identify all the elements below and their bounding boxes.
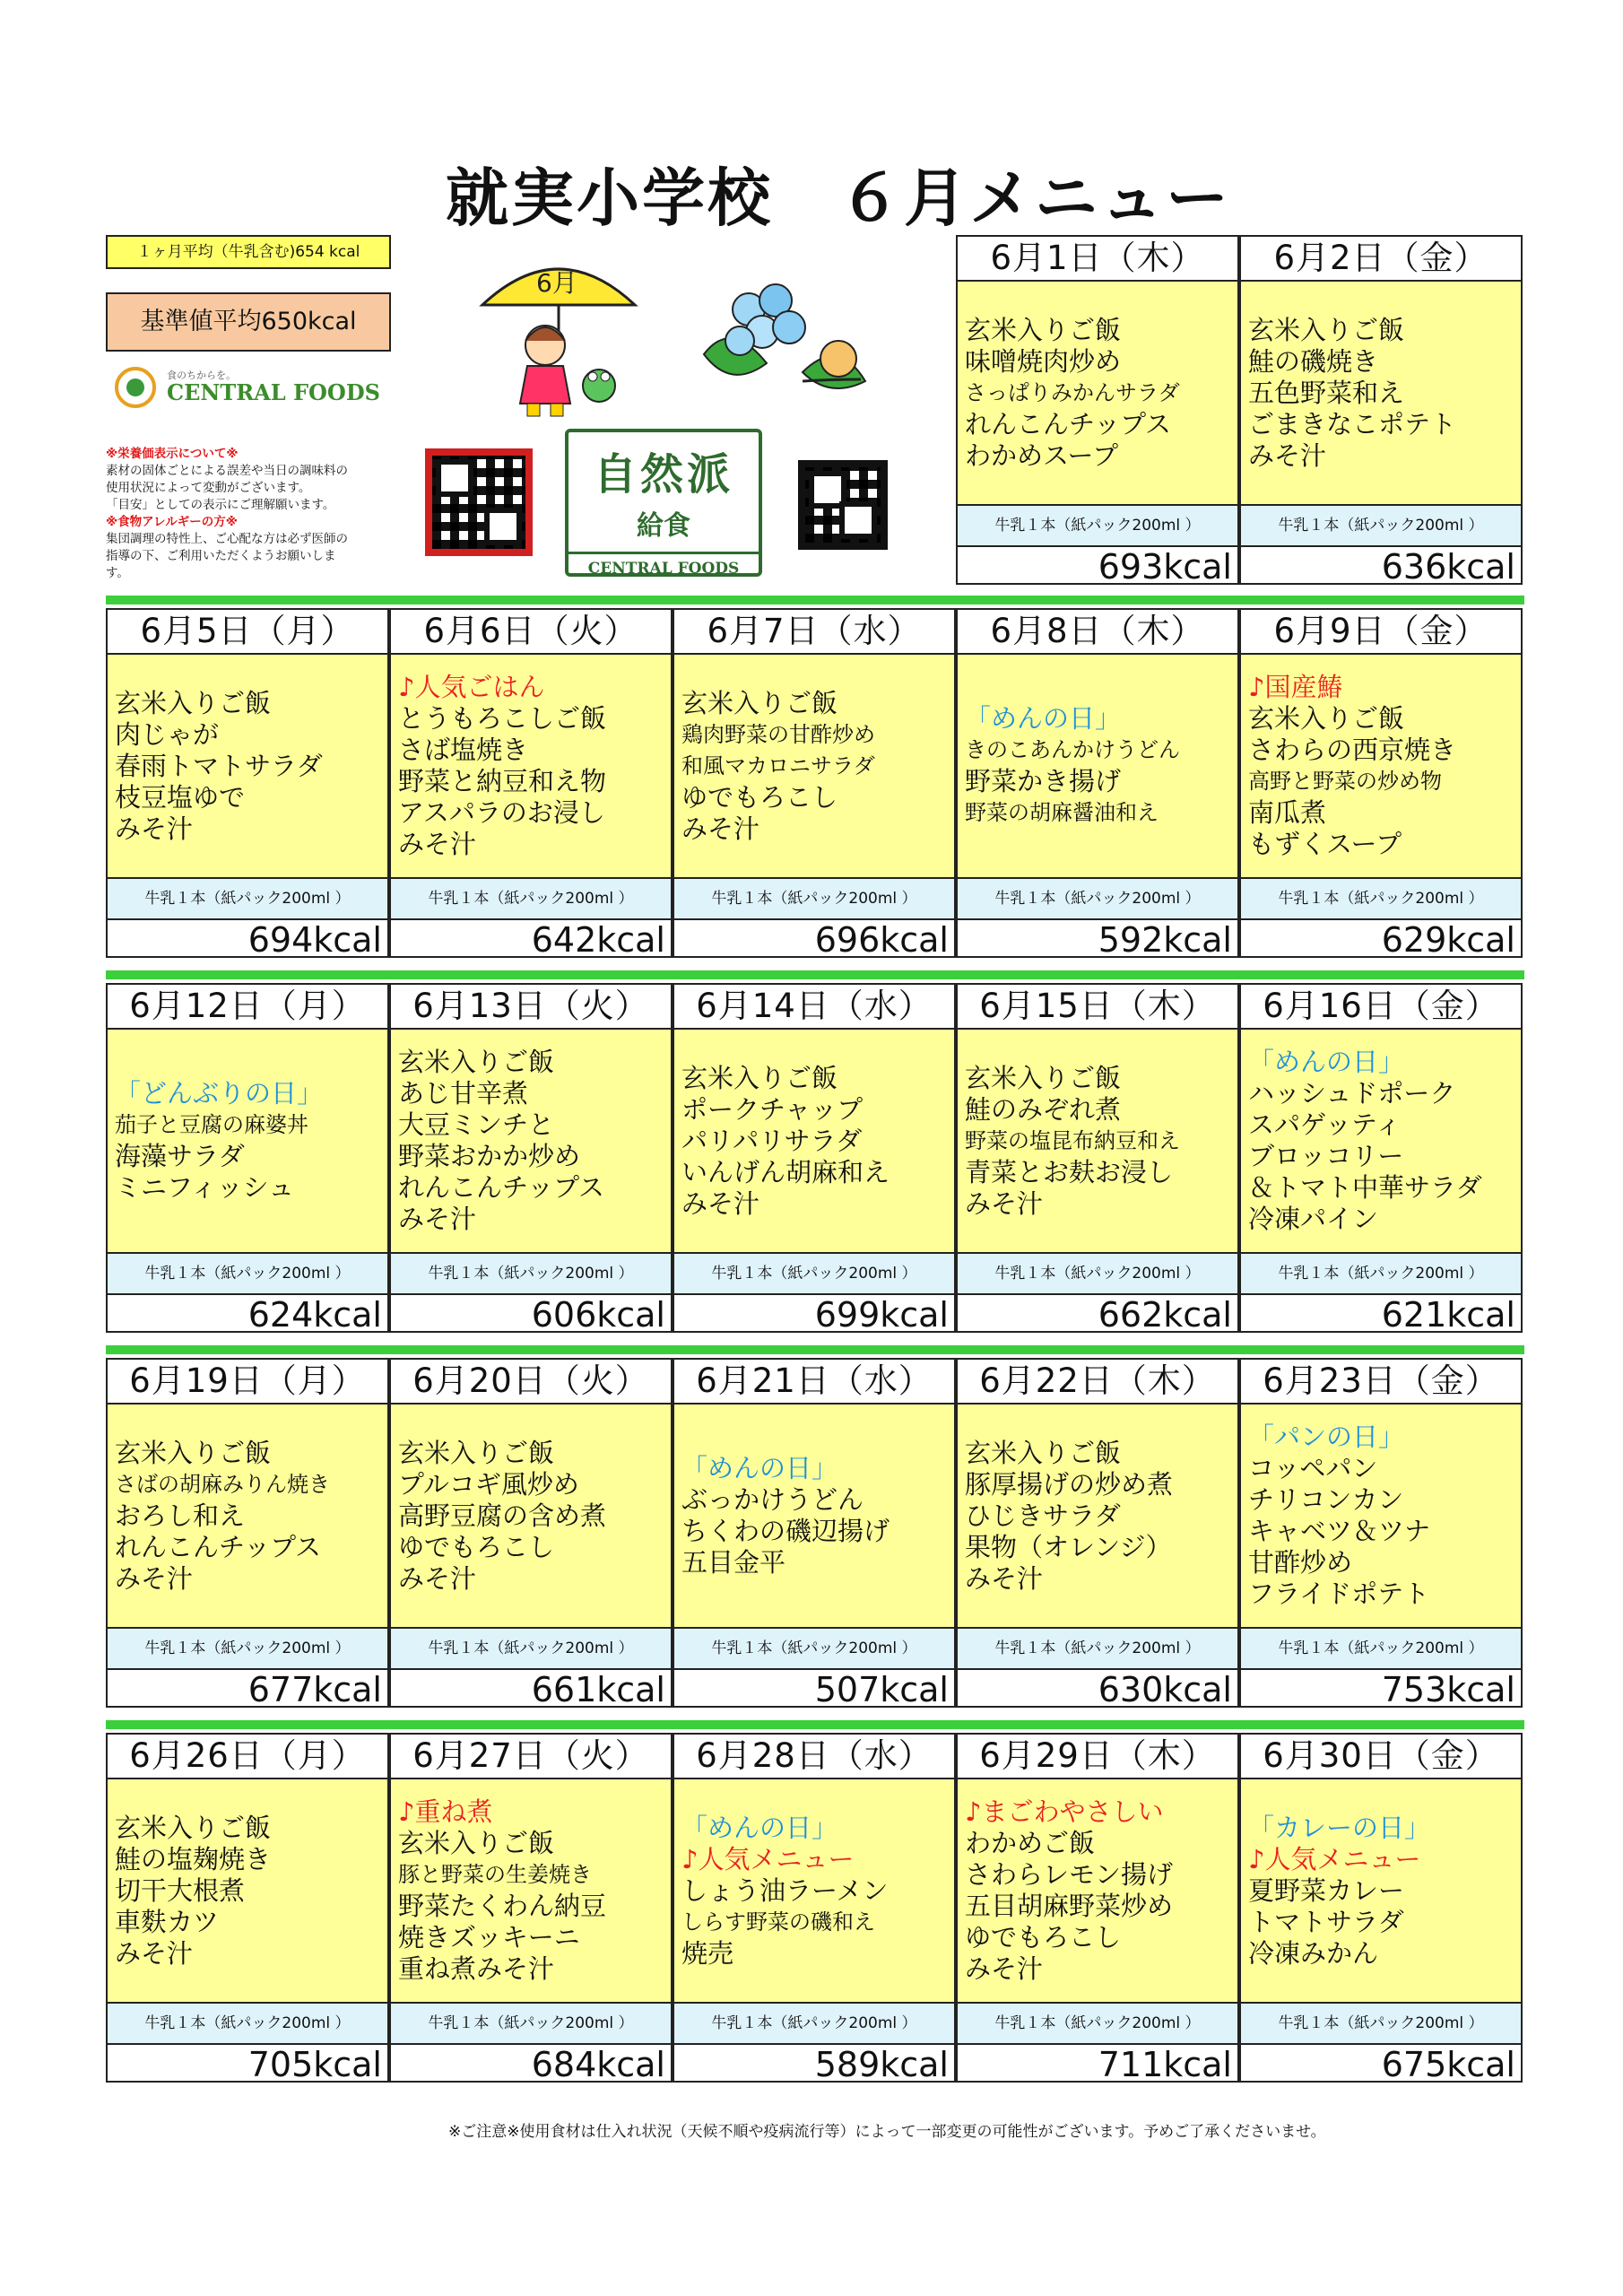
menu-item: ゆでもろこし: [965, 1922, 1122, 1952]
day-cell: [389, 983, 673, 1333]
day-menu: [1241, 1030, 1521, 1254]
menu-item: 海藻サラダ: [115, 1141, 245, 1171]
menu-item: 「どんぶりの日」: [115, 1078, 324, 1109]
day-date: 6月9日（金）: [1241, 610, 1521, 655]
milk-note: 牛乳１本（紙パック200ml ）: [674, 1629, 954, 1670]
menu-item: みそ汁: [115, 1562, 194, 1594]
menu-item: 「カレーの日」: [1248, 1812, 1431, 1843]
milk-note: 牛乳１本（紙パック200ml ）: [108, 1254, 387, 1295]
day-cell: [673, 983, 956, 1333]
menu-item: ♪人気メニュー: [1248, 1843, 1421, 1874]
milk-note: 牛乳１本（紙パック200ml ）: [108, 1629, 387, 1670]
shizen-logo-title: 自然派: [593, 449, 733, 500]
day-cell: [956, 1358, 1239, 1708]
menu-item: ハッシュドポーク: [1248, 1078, 1456, 1109]
day-menu: [1241, 1405, 1521, 1629]
day-cell: [1239, 1358, 1523, 1708]
day-menu: [1241, 1779, 1521, 2004]
day-menu: [391, 1405, 671, 1629]
menu-item: 鮭の磯焼き: [1248, 345, 1379, 377]
milk-note: 牛乳１本（紙パック200ml ）: [391, 1629, 671, 1670]
day-date: 6月19日（月）: [108, 1360, 387, 1405]
menu-item: 野菜と納豆和え物: [398, 766, 607, 796]
day-cell: [1239, 608, 1523, 958]
menu-item: 「めんの日」: [1248, 1047, 1405, 1077]
day-menu: [958, 1779, 1237, 2004]
notes-line: 「目安」としての表示にご理解願います。: [106, 498, 335, 512]
menu-item: ＆トマト中華サラダ: [1248, 1172, 1482, 1203]
menu-item: ミニフィッシュ: [115, 1172, 295, 1203]
menu-item: 豚厚揚げの炒め煮: [965, 1468, 1174, 1500]
day-cell: [673, 1358, 956, 1708]
central-foods-badge-icon: [115, 367, 156, 408]
menu-item: 「めんの日」: [681, 1812, 838, 1843]
milk-note: 牛乳１本（紙パック200ml ）: [108, 2004, 387, 2045]
day-cell: [956, 983, 1239, 1333]
day-kcal: 507kcal: [814, 1670, 949, 1709]
menu-item: アスパラのお浸し: [398, 797, 605, 828]
menu-item: 車麩カツ: [115, 1906, 220, 1937]
menu-item: ♪重ね煮: [398, 1796, 493, 1827]
menu-item: みそ汁: [681, 1187, 760, 1219]
milk-note: 牛乳１本（紙パック200ml ）: [1241, 2004, 1521, 2045]
day-date: 6月30日（金）: [1241, 1735, 1521, 1779]
day-menu: [1241, 282, 1521, 506]
menu-item: プルコギ風炒め: [398, 1468, 579, 1500]
menu-item: みそ汁: [965, 1187, 1044, 1219]
umbrella-label: 6月: [536, 268, 577, 298]
day-kcal: 636kcal: [1381, 547, 1515, 587]
umbrella-girl-illustration: [473, 242, 644, 422]
menu-item: 玄米入りご飯: [965, 1437, 1122, 1468]
week-separator-bar: [106, 1720, 1524, 1729]
menu-item: みそ汁: [398, 1562, 477, 1594]
day-date: 6月16日（金）: [1241, 985, 1521, 1030]
menu-item: 鮭のみぞれ煮: [965, 1093, 1122, 1125]
day-date: 6月14日（水）: [674, 985, 954, 1030]
menu-item: 味噌焼肉炒め: [965, 345, 1122, 377]
milk-note: 牛乳１本（紙パック200ml ）: [958, 1254, 1237, 1295]
menu-item: ゆでもろこし: [398, 1531, 555, 1562]
milk-note: 牛乳１本（紙パック200ml ）: [1241, 1629, 1521, 1670]
menu-item: 春雨トマトサラダ: [115, 750, 323, 781]
day-cell: [389, 1733, 673, 2083]
menu-item: 五目金平: [681, 1547, 786, 1578]
milk-note: 牛乳１本（紙パック200ml ）: [958, 506, 1237, 547]
menu-item: ひじきサラダ: [965, 1500, 1121, 1531]
milk-note: 牛乳１本（紙パック200ml ）: [391, 879, 671, 920]
menu-item: 和風マカロニサラダ: [681, 752, 875, 778]
menu-item: ぶっかけうどん: [681, 1484, 864, 1515]
menu-item: 玄米入りご飯: [1248, 703, 1405, 734]
day-menu: [958, 1030, 1237, 1254]
menu-item: 玄米入りご飯: [681, 687, 838, 718]
menu-item: パリパリサラダ: [681, 1125, 863, 1156]
hydrangea-snail-illustration: [695, 265, 874, 408]
menu-item: 高野と野菜の炒め物: [1248, 769, 1442, 794]
day-menu: [674, 1405, 954, 1629]
day-date: 6月20日（火）: [391, 1360, 671, 1405]
day-date: 6月13日（火）: [391, 985, 671, 1030]
menu-item: キャベツ＆ツナ: [1248, 1516, 1431, 1546]
menu-item: 玄米入りご飯: [115, 1812, 272, 1843]
day-kcal: 711kcal: [1098, 2045, 1232, 2084]
day-cell: [673, 608, 956, 958]
menu-item: コッペパン: [1248, 1453, 1378, 1483]
menu-item: 五色野菜和え: [1248, 377, 1405, 408]
menu-item: 焼きズッキーニ: [398, 1922, 580, 1952]
day-date: 6月23日（金）: [1241, 1360, 1521, 1405]
day-menu: [108, 655, 387, 879]
menu-item: 冷凍みかん: [1248, 1937, 1379, 1969]
menu-item: ♪人気メニュー: [681, 1843, 855, 1874]
menu-item: 玄米入りご飯: [398, 1047, 555, 1077]
day-menu: [391, 1030, 671, 1254]
day-kcal: 705kcal: [247, 2045, 382, 2084]
menu-item: 玄米入りご飯: [1248, 314, 1405, 345]
menu-item: 青菜とお麸お浸し: [965, 1156, 1174, 1187]
shizen-logo-brand: CENTRAL FOODS: [568, 552, 759, 578]
menu-item: れんこんチップス: [965, 408, 1171, 439]
day-cell: [389, 1358, 673, 1708]
menu-item: みそ汁: [1248, 439, 1327, 471]
menu-item: トマトサラダ: [1248, 1906, 1404, 1937]
day-kcal: 662kcal: [1098, 1295, 1232, 1335]
day-cell: [673, 1733, 956, 2083]
day-kcal: 684kcal: [531, 2045, 665, 2084]
day-date: 6月6日（火）: [391, 610, 671, 655]
menu-item: ブロッコリー: [1248, 1141, 1404, 1171]
menu-item: 肉じゃが: [115, 718, 220, 750]
menu-item: いんげん胡麻和え: [681, 1156, 890, 1187]
menu-item: 甘酢炒め: [1248, 1547, 1353, 1578]
day-cell: [1239, 235, 1523, 585]
nutrition-notes: [106, 446, 393, 582]
menu-item: フライドポテト: [1248, 1578, 1430, 1609]
day-menu: [958, 1405, 1237, 1629]
day-cell: [106, 983, 389, 1333]
notes-line: 使用状況によって変動がございます。: [106, 481, 311, 495]
day-menu: [391, 1779, 671, 2004]
menu-item: みそ汁: [965, 1953, 1044, 1984]
milk-note: 牛乳１本（紙パック200ml ）: [1241, 1254, 1521, 1295]
day-date: 6月26日（月）: [108, 1735, 387, 1779]
menu-item: みそ汁: [398, 1204, 477, 1234]
notes-line: 指導の下、ご利用いただくようお願いしま: [106, 549, 336, 563]
menu-item: 野菜たくわん納豆: [398, 1891, 607, 1921]
day-date: 6月2日（金）: [1241, 237, 1521, 282]
notes-heading-allergy: ※食物アレルギーの方※: [106, 515, 238, 529]
day-menu: [674, 1779, 954, 2004]
day-date: 6月28日（水）: [674, 1735, 954, 1779]
logo-tagline: 食のちからを。: [167, 369, 236, 381]
day-menu: [108, 1030, 387, 1254]
menu-item: ポークチャップ: [681, 1093, 864, 1125]
menu-item: 果物（オレンジ）: [965, 1531, 1172, 1562]
menu-item: 玄米入りご飯: [398, 1828, 555, 1858]
qr-code-right[interactable]: [798, 460, 888, 550]
menu-item: きのこあんかけうどん: [965, 737, 1180, 762]
day-cell: [956, 608, 1239, 958]
day-kcal: 629kcal: [1381, 920, 1515, 960]
milk-note: 牛乳１本（紙パック200ml ）: [674, 879, 954, 920]
milk-note: 牛乳１本（紙パック200ml ）: [674, 2004, 954, 2045]
menu-item: みそ汁: [681, 813, 760, 844]
day-cell: [389, 608, 673, 958]
standard-value-box: 基準値平均650kcal: [106, 292, 391, 352]
menu-item: 切干大根煮: [115, 1874, 246, 1906]
day-kcal: 696kcal: [814, 920, 949, 960]
menu-item: 野菜の塩昆布納豆和え: [965, 1127, 1180, 1153]
menu-item: 豚と野菜の生姜焼き: [398, 1862, 592, 1887]
menu-item: 野菜かき揚げ: [965, 766, 1122, 796]
menu-item: さわらレモン揚げ: [965, 1859, 1174, 1890]
day-menu: [958, 655, 1237, 879]
menu-item: 鶏肉野菜の甘酢炒め: [681, 721, 875, 747]
day-date: 6月15日（木）: [958, 985, 1237, 1030]
day-date: 6月29日（木）: [958, 1735, 1237, 1779]
menu-item: 野菜の胡麻醤油和え: [965, 800, 1159, 825]
milk-note: 牛乳１本（紙パック200ml ）: [108, 879, 387, 920]
menu-item: 「めんの日」: [965, 703, 1122, 734]
day-kcal: 624kcal: [247, 1295, 382, 1335]
menu-item: スパゲッティ: [1248, 1109, 1402, 1140]
day-cell: [1239, 983, 1523, 1333]
menu-item: 鮭の塩麹焼き: [115, 1843, 272, 1874]
menu-item: チリコンカン: [1248, 1484, 1404, 1515]
footer-note: ※ご注意※使用食材は仕入れ状況（天候不順や疫病流行等）によって一部変更の可能性がございます。予めご了承くださいませ。: [448, 2123, 1326, 2141]
menu-item: 玄米入りご飯: [965, 1062, 1122, 1093]
week-separator-bar: [106, 1345, 1524, 1354]
day-kcal: 621kcal: [1381, 1295, 1515, 1335]
menu-item: わかめスープ: [965, 439, 1119, 471]
milk-note: 牛乳１本（紙パック200ml ）: [958, 2004, 1237, 2045]
menu-item: 夏野菜カレー: [1248, 1874, 1405, 1906]
day-kcal: 675kcal: [1381, 2045, 1515, 2084]
menu-item: れんこんチップス: [115, 1531, 321, 1562]
menu-item: 玄米入りご飯: [965, 314, 1122, 345]
menu-item: しょう油ラーメン: [681, 1874, 889, 1906]
day-menu: [108, 1405, 387, 1629]
menu-item: 茄子と豆腐の麻婆丼: [115, 1112, 308, 1137]
menu-item: 「めんの日」: [681, 1453, 838, 1483]
day-cell: [956, 1733, 1239, 2083]
menu-item: さば塩焼き: [398, 735, 529, 765]
day-menu: [958, 282, 1237, 506]
day-menu: [674, 1030, 954, 1254]
milk-note: 牛乳１本（紙パック200ml ）: [1241, 506, 1521, 547]
day-menu: [674, 655, 954, 879]
menu-item: 玄米入りご飯: [681, 1062, 838, 1093]
menu-item: 南瓜煮: [1248, 797, 1327, 828]
milk-note: 牛乳１本（紙パック200ml ）: [391, 1254, 671, 1295]
menu-item: 玄米入りご飯: [398, 1437, 555, 1468]
menu-item: 玄米入りご飯: [115, 687, 272, 718]
menu-item: ♪人気ごはん: [398, 672, 545, 702]
day-kcal: 661kcal: [531, 1670, 665, 1709]
day-menu: [391, 655, 671, 879]
menu-item: 野菜おかか炒め: [398, 1141, 581, 1171]
menu-item: 大豆ミンチと: [398, 1109, 555, 1140]
notes-heading-nutrition: ※栄養価表示について※: [106, 447, 239, 461]
menu-item: 「パンの日」: [1248, 1422, 1405, 1452]
day-kcal: 694kcal: [247, 920, 382, 960]
menu-item: ゆでもろこし: [681, 781, 838, 813]
menu-item: みそ汁: [965, 1562, 1044, 1594]
logo-name: CENTRAL FOODS: [167, 378, 380, 405]
milk-note: 牛乳１本（紙パック200ml ）: [958, 1629, 1237, 1670]
menu-item: 重ね煮みそ汁: [398, 1953, 555, 1984]
menu-item: ちくわの磯辺揚げ: [681, 1516, 890, 1546]
day-cell: [106, 1358, 389, 1708]
day-kcal: 699kcal: [814, 1295, 949, 1335]
day-kcal: 693kcal: [1098, 547, 1232, 587]
menu-item: 冷凍パイン: [1248, 1204, 1379, 1234]
day-kcal: 677kcal: [247, 1670, 382, 1709]
day-date: 6月8日（木）: [958, 610, 1237, 655]
menu-item: 枝豆塩ゆで: [115, 781, 246, 813]
day-date: 6月5日（月）: [108, 610, 387, 655]
page-title: 就実小学校 ６月メニュー: [446, 161, 1231, 235]
menu-item: みそ汁: [115, 1937, 194, 1969]
menu-item: しらす野菜の磯和え: [681, 1909, 875, 1935]
monthly-average-box: １ヶ月平均（牛乳含む)654 kcal: [106, 235, 391, 269]
menu-item: ♪まごわやさしい: [965, 1796, 1164, 1827]
menu-item: あじ甘辛煮: [398, 1078, 529, 1109]
week-separator-bar: [106, 596, 1524, 604]
qr-code-left[interactable]: [425, 448, 533, 556]
week-separator-bar: [106, 970, 1524, 979]
day-date: 6月21日（水）: [674, 1360, 954, 1405]
notes-line: 集団調理の特性上、ご心配な方は必ず医師の: [106, 532, 348, 546]
menu-item: 高野豆腐の含め煮: [398, 1500, 607, 1531]
day-kcal: 753kcal: [1381, 1670, 1515, 1709]
shizen-logo-subtitle: 給食: [637, 510, 690, 542]
menu-item: みそ汁: [115, 813, 194, 844]
day-kcal: 642kcal: [531, 920, 665, 960]
day-kcal: 592kcal: [1098, 920, 1232, 960]
day-kcal: 630kcal: [1098, 1670, 1232, 1709]
day-kcal: 589kcal: [814, 2045, 949, 2084]
day-menu: [1241, 655, 1521, 879]
shizen-kyushoku-logo: [565, 429, 762, 577]
milk-note: 牛乳１本（紙パック200ml ）: [391, 2004, 671, 2045]
menu-item: おろし和え: [115, 1500, 246, 1531]
menu-item: 五目胡麻野菜炒め: [965, 1891, 1174, 1921]
milk-note: 牛乳１本（紙パック200ml ）: [1241, 879, 1521, 920]
milk-note: 牛乳１本（紙パック200ml ）: [958, 879, 1237, 920]
menu-item: さっぱりみかんサラダ: [965, 379, 1180, 405]
day-date: 6月22日（木）: [958, 1360, 1237, 1405]
day-date: 6月7日（水）: [674, 610, 954, 655]
menu-item: れんこんチップス: [398, 1172, 604, 1203]
day-cell: [106, 1733, 389, 2083]
menu-item: 焼売: [681, 1937, 734, 1969]
day-date: 6月12日（月）: [108, 985, 387, 1030]
notes-line: す。: [106, 566, 129, 580]
menu-item: わかめご飯: [965, 1828, 1096, 1858]
menu-item: さばの胡麻みりん焼き: [115, 1471, 330, 1497]
menu-item: みそ汁: [398, 829, 477, 859]
day-cell: [106, 608, 389, 958]
menu-item: もずくスープ: [1248, 829, 1402, 859]
menu-item: さわらの西京焼き: [1248, 735, 1457, 765]
central-foods-logo: [115, 361, 384, 414]
menu-item: とうもろこしご飯: [398, 703, 607, 734]
day-menu: [108, 1779, 387, 2004]
menu-item: 玄米入りご飯: [115, 1437, 272, 1468]
day-date: 6月1日（木）: [958, 237, 1237, 282]
day-cell: [1239, 1733, 1523, 2083]
day-kcal: 606kcal: [531, 1295, 665, 1335]
milk-note: 牛乳１本（紙パック200ml ）: [674, 1254, 954, 1295]
day-cell: [956, 235, 1239, 585]
notes-line: 素材の固体ごとによる誤差や当日の調味料の: [106, 464, 348, 478]
menu-item: ♪国産鰆: [1248, 672, 1343, 702]
day-date: 6月27日（火）: [391, 1735, 671, 1779]
menu-item: ごまきなこポテト: [1248, 408, 1457, 439]
